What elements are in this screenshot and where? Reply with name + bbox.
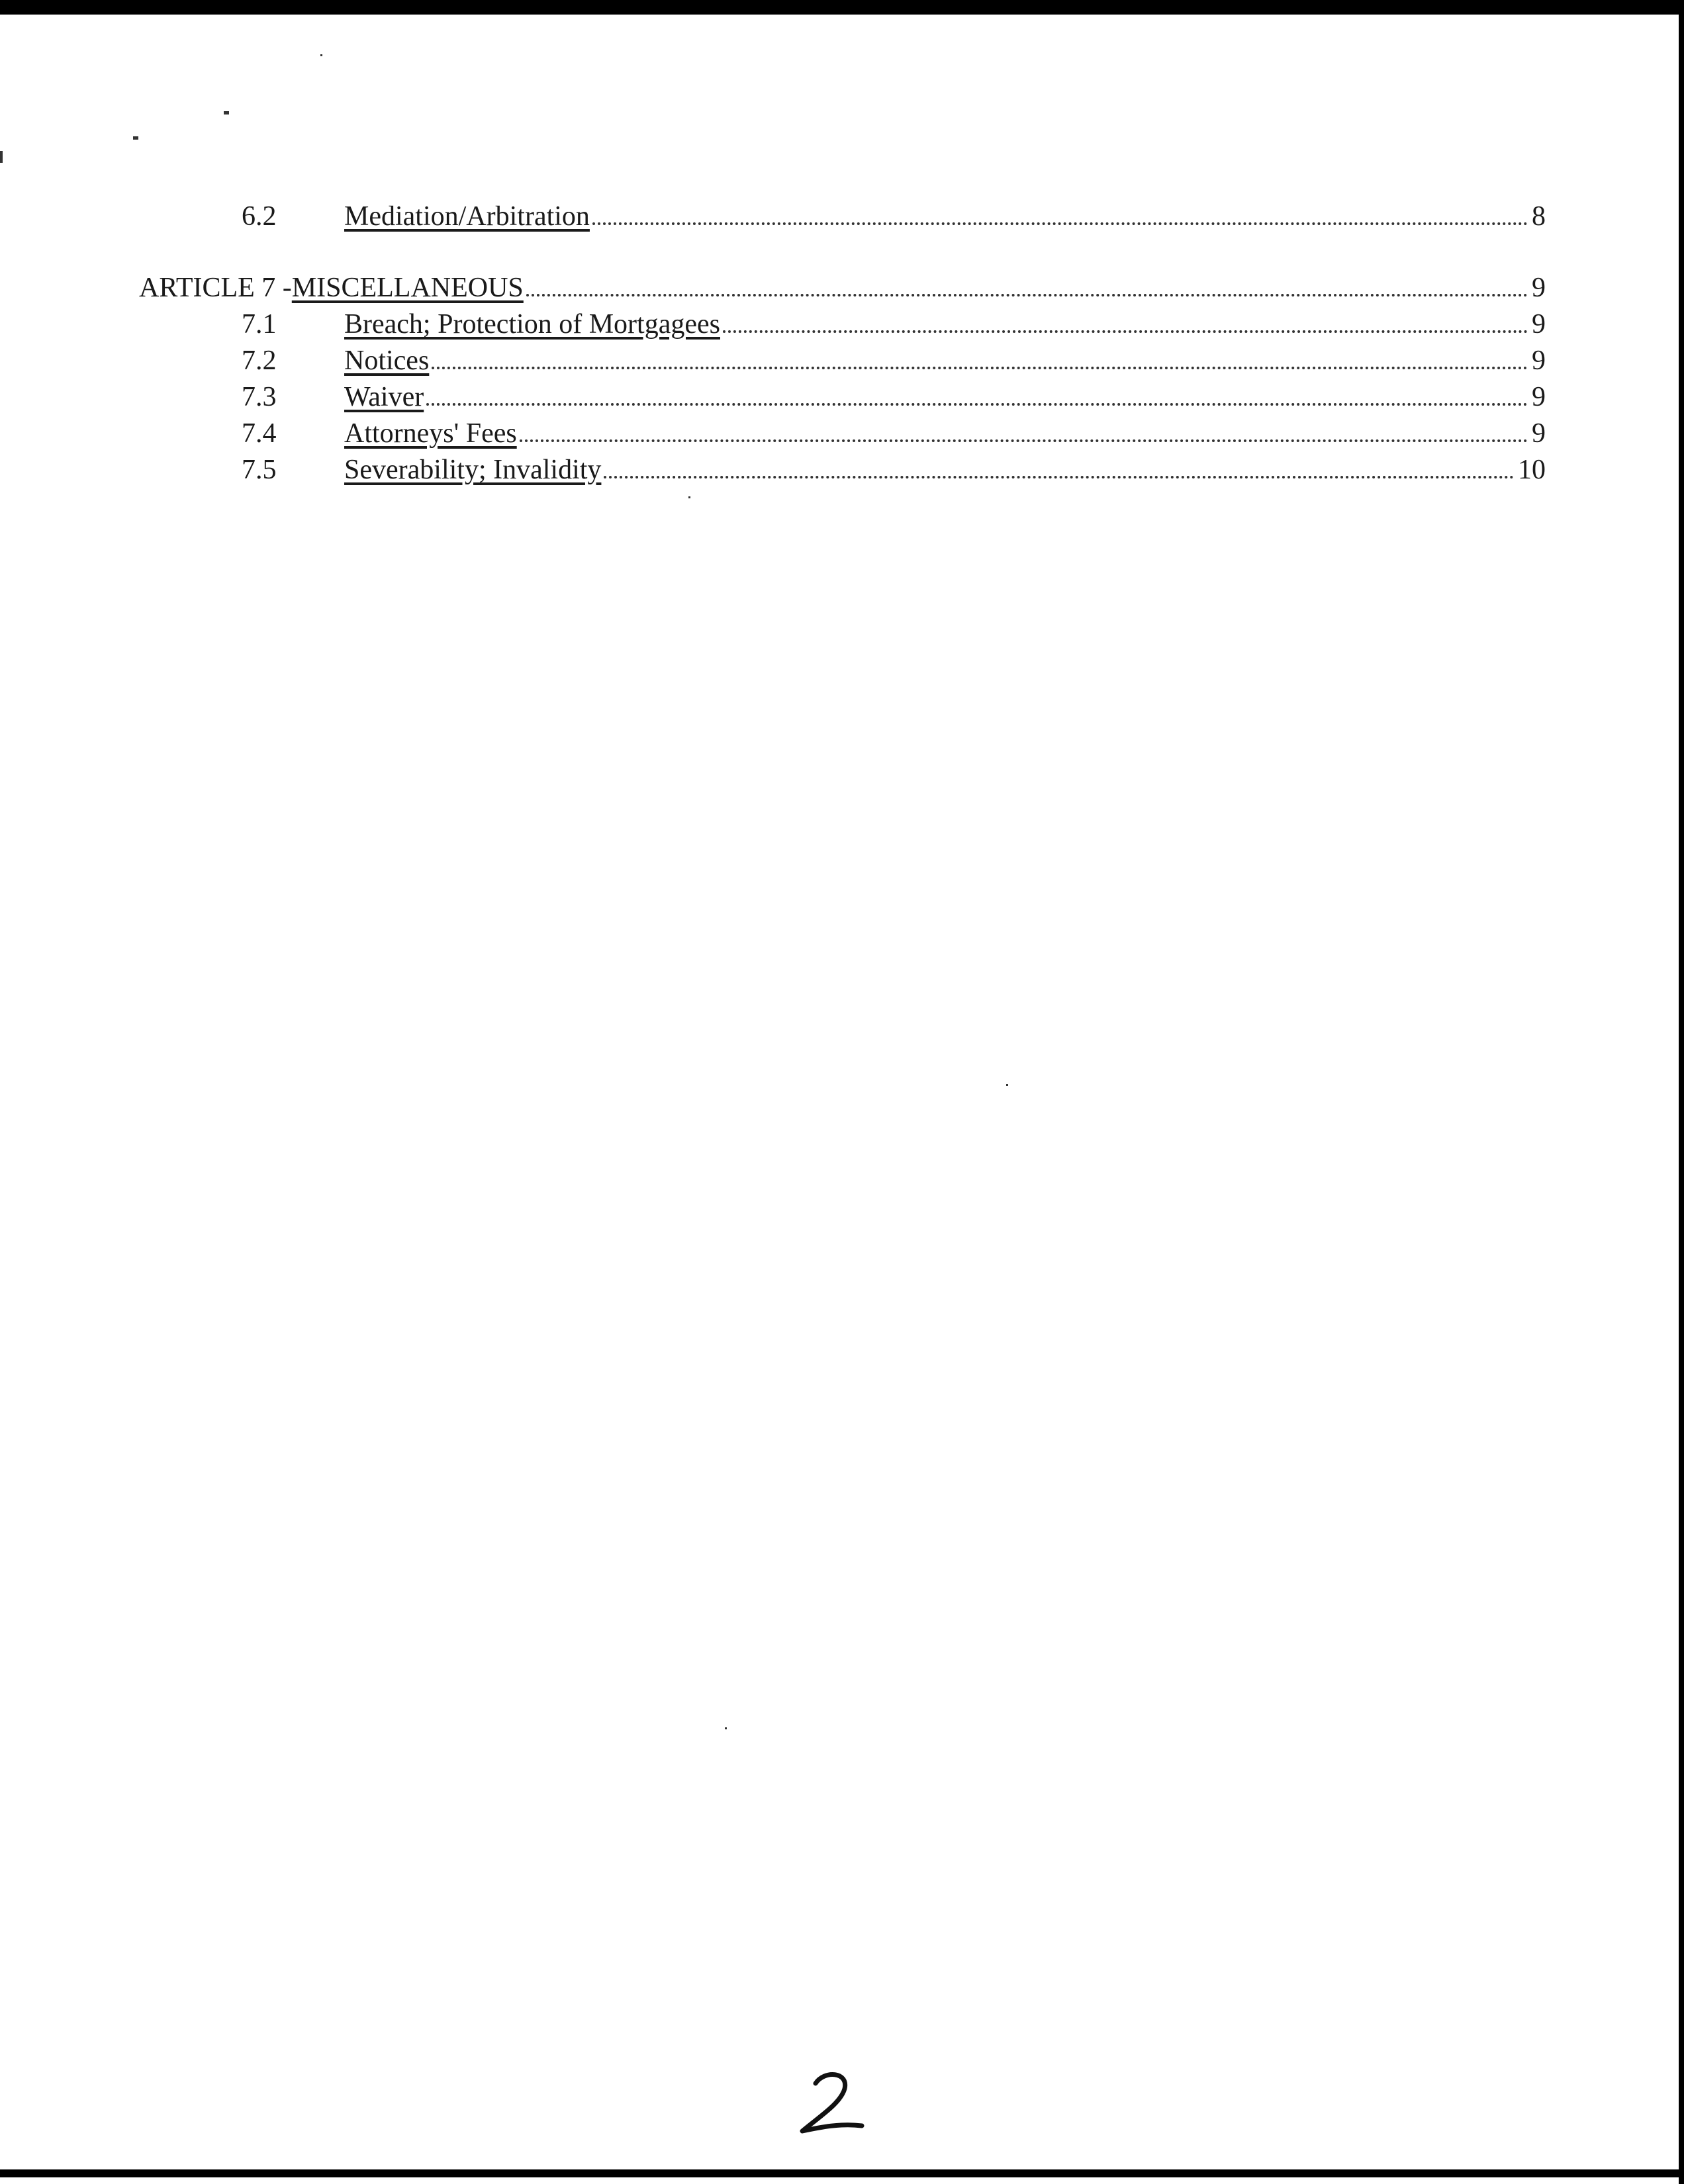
toc-entry-page: 9	[1532, 309, 1546, 340]
scan-speck	[320, 54, 322, 56]
toc-entry-page: 9	[1532, 382, 1546, 412]
toc-entry-title: Notices	[344, 345, 430, 376]
toc-entry-7-1	[139, 306, 1546, 343]
toc-entry-number: 7.1	[242, 309, 277, 340]
toc-entry-page: 9	[1532, 345, 1546, 376]
toc-entry-number: 6.2	[242, 201, 277, 232]
dot-leader	[520, 439, 1528, 442]
dot-leader	[723, 330, 1528, 333]
toc-entry-title: Waiver	[344, 382, 424, 412]
toc-entry-title: Attorneys' Fees	[344, 418, 517, 449]
toc-entry-page: 9	[1532, 273, 1546, 303]
toc-entry-number: 7.3	[242, 382, 277, 412]
scan-speck	[1006, 1084, 1008, 1086]
toc-entry-title: MISCELLANEOUS	[291, 273, 524, 303]
toc-entry-title: Severability; Invalidity	[344, 455, 602, 485]
scan-speck	[725, 1727, 727, 1729]
scan-speck	[224, 111, 229, 114]
toc-entry-page: 8	[1532, 201, 1546, 232]
dot-leader	[526, 294, 1528, 296]
toc-entry-page: 9	[1532, 418, 1546, 449]
toc-entry-7-4	[139, 416, 1546, 452]
toc-entry-7-2	[139, 343, 1546, 379]
toc-entry-page: 10	[1518, 455, 1546, 485]
scan-speck	[133, 136, 138, 140]
toc-entry-title: Mediation/Arbitration	[344, 201, 590, 232]
scan-border-top	[0, 0, 1684, 15]
toc-entry-number: 7.4	[242, 418, 277, 449]
scan-speck	[688, 496, 690, 498]
toc-entry-title: Breach; Protection of Mortgagees	[344, 309, 720, 340]
dot-leader	[432, 367, 1528, 369]
toc-entry-number: 7.5	[242, 455, 277, 485]
toc-entry-number: 7.2	[242, 345, 277, 376]
scan-border-bottom	[0, 2169, 1684, 2177]
handwritten-page-number	[788, 2065, 867, 2138]
table-of-contents	[139, 199, 1546, 488]
dot-leader	[592, 222, 1528, 225]
article-label: ARTICLE 7 -	[139, 273, 292, 303]
scan-speck	[0, 151, 3, 163]
toc-entry-7-3	[139, 379, 1546, 416]
toc-entry-6-2	[139, 199, 1546, 235]
dot-leader	[426, 403, 1528, 406]
scan-border-right	[1679, 0, 1684, 2184]
dot-leader	[604, 476, 1514, 478]
toc-entry-7-5	[139, 452, 1546, 488]
toc-entry-article-7	[139, 270, 1546, 306]
